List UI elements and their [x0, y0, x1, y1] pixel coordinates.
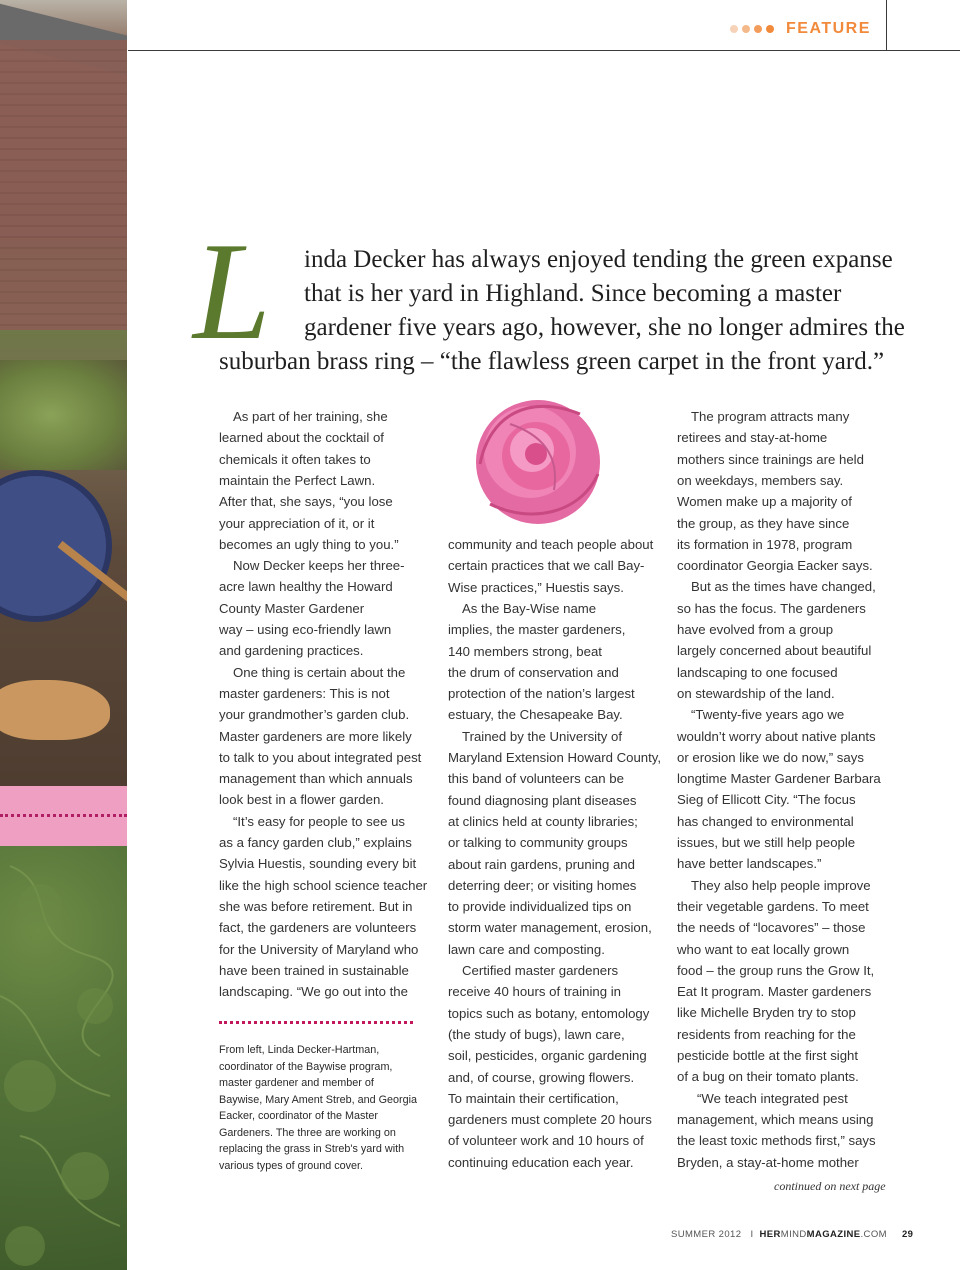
body-line: Now Decker keeps her three-	[233, 558, 405, 574]
body-line: (the study of bugs), lawn care,	[448, 1026, 625, 1042]
body-line: master gardeners: This is not	[219, 685, 390, 701]
body-line: their vegetable gardens. To meet	[677, 898, 869, 914]
body-line: Wise practices,” Huestis says.	[448, 579, 624, 595]
body-line: acre lawn healthy the Howard	[219, 579, 393, 595]
body-line: chemicals it often takes to	[219, 451, 371, 467]
body-line: or erosion like we do now,” says	[677, 749, 864, 765]
caption-line: replacing the grass in Streb's yard with	[219, 1143, 405, 1155]
body-line: deterring deer; or visiting homes	[448, 877, 637, 893]
body-line: and gardening practices.	[219, 643, 364, 659]
body-line: residents from reaching for the	[677, 1026, 856, 1042]
section-dot-icon	[754, 25, 762, 33]
body-line: its formation in 1978, program	[677, 536, 853, 552]
photo-glove	[0, 680, 110, 740]
body-line: “We teach integrated pest	[697, 1090, 848, 1106]
body-line: like the high school science teacher	[219, 877, 428, 893]
body-line: Eat It program. Master gardeners	[677, 984, 872, 1000]
body-line: for the University of Maryland who	[219, 941, 419, 957]
body-line: found diagnosing plant diseases	[448, 792, 637, 808]
body-line: management, which means using	[677, 1111, 874, 1127]
body-line: fact, the gardeners are volunteers	[219, 920, 417, 936]
body-line: Trained by the University of	[462, 728, 623, 744]
lead-line: that is her yard in Highland. Since becoming a master	[304, 280, 842, 307]
body-line: gardeners must complete 20 hours	[448, 1112, 652, 1128]
body-line: becomes an ugly thing to you.”	[219, 536, 399, 552]
body-line: food – the group runs the Grow It,	[677, 962, 875, 978]
body-line: and, of course, growing flowers.	[448, 1069, 635, 1085]
body-line: way – using eco-friendly lawn	[219, 622, 392, 637]
body-line: continuing education each year.	[448, 1154, 634, 1170]
body-line: One thing is certain about the	[233, 664, 406, 680]
caption-line: coordinator of the Baywise program,	[219, 1060, 393, 1073]
body-line: the drum of conservation and	[448, 664, 619, 680]
body-line: of a bug on their tomato plants.	[677, 1069, 859, 1085]
lead-line: inda Decker has always enjoyed tending the green expanse	[304, 246, 893, 273]
body-line: the group, as they have since	[677, 515, 850, 531]
body-line: “It’s easy for people to see us	[233, 813, 406, 829]
caption-line: various types of ground cover.	[219, 1159, 364, 1172]
body-line: To maintain their certification,	[448, 1090, 619, 1106]
body-line: have been trained in sustainable	[219, 962, 409, 978]
lead-line: gardener five years ago, however, she no longer admires the	[304, 314, 905, 341]
body-line: longtime Master Gardener Barbara	[677, 771, 881, 787]
footer-issue: SUMMER 2012	[671, 1229, 742, 1240]
body-line: has changed to environmental	[677, 813, 854, 829]
pink-dotted-rule	[0, 814, 127, 817]
body-line: so has the focus. The gardeners	[677, 600, 866, 616]
body-line: to talk to you about integrated pest	[219, 749, 422, 765]
continued-note: continued on next page	[774, 1179, 886, 1193]
body-line: about rain gardens, pruning and	[448, 856, 635, 872]
section-dot-icon	[730, 25, 738, 33]
body-line: estuary, the Chesapeake Bay.	[448, 707, 623, 723]
body-line: as a fancy garden club,” explains	[219, 835, 412, 850]
body-line: have better landscapes.”	[677, 856, 822, 872]
body-line: the needs of “locavores” – those	[677, 920, 866, 936]
body-line: As part of her training, she	[233, 409, 388, 424]
section-title: FEATURE	[786, 20, 871, 37]
header-rule	[128, 50, 960, 51]
footer-site-bold: MAGAZINE	[806, 1229, 861, 1240]
body-line: retirees and stay-at-home	[677, 430, 828, 446]
drop-cap: L	[193, 214, 271, 369]
body-line: mothers since trainings are held	[677, 451, 864, 467]
caption-line: From left, Linda Decker-Hartman,	[219, 1044, 380, 1056]
body-line: certain practices that we call Bay-	[448, 558, 645, 574]
green-vine-panel	[0, 846, 127, 1270]
caption-line: Eacker, coordinator of the Master	[219, 1110, 379, 1122]
caption-line: master gardener and member of	[219, 1077, 374, 1089]
body-line: Women make up a majority of	[677, 494, 852, 510]
photo-wheelbarrow	[0, 470, 112, 622]
body-line: look best in a flower garden.	[219, 792, 384, 808]
caption-line: Gardeners. The three are working on	[219, 1126, 396, 1139]
body-line: 140 members strong, beat	[448, 643, 602, 659]
body-line: largely concerned about beautiful	[677, 643, 872, 659]
footer-site-bold: HER	[759, 1229, 781, 1240]
garden-photo	[0, 0, 127, 786]
body-line: Sieg of Ellicott City. “The focus	[677, 792, 856, 808]
body-line: of volunteer work and 10 hours of	[448, 1133, 644, 1149]
footer-separator: I	[750, 1229, 754, 1240]
body-line: management than which annuals	[219, 771, 413, 787]
body-line: this band of volunteers can be	[448, 771, 624, 787]
body-line: the least toxic methods first,” says	[677, 1133, 876, 1149]
body-line: topics such as botany, entomology	[448, 1005, 650, 1021]
body-line: Sylvia Huestis, sounding every bit	[219, 856, 417, 872]
section-label	[730, 18, 871, 40]
body-line: wouldn’t worry about native plants	[677, 728, 876, 744]
section-dot-icon	[766, 25, 774, 33]
body-line: As the Bay-Wise name	[462, 600, 597, 616]
lead-line: suburban brass ring – “the flawless green carpet in the front yard.”	[219, 348, 885, 375]
body-line: receive 40 hours of training in	[448, 984, 622, 1000]
body-line: your appreciation of it, or it	[219, 515, 375, 531]
page-number: 29	[901, 1229, 914, 1240]
footer-site-tail: .COM	[860, 1229, 887, 1240]
body-line: They also help people improve	[691, 877, 871, 893]
vine-pattern	[0, 846, 127, 1270]
body-line: Master gardeners are more likely	[219, 728, 412, 744]
section-dot-icon	[742, 25, 750, 33]
rose-image	[470, 394, 606, 526]
footer-site-light: MIND	[780, 1229, 807, 1240]
body-line: protection of the nation’s largest	[448, 686, 635, 702]
body-line: After that, she says, “you lose	[219, 494, 393, 510]
body-line: Bryden, a stay-at-home mother	[677, 1154, 859, 1170]
body-line: The program attracts many	[691, 409, 850, 424]
body-line: soil, pesticides, organic gardening	[448, 1048, 647, 1064]
caption-line: Baywise, Mary Ament Streb, and Georgia	[219, 1093, 418, 1106]
body-line: landscaping to one focused	[677, 664, 838, 680]
body-line: who want to eat locally grown	[677, 941, 850, 957]
body-line: “Twenty-five years ago we	[691, 707, 845, 723]
body-line: pesticide bottle at the first sight	[677, 1048, 859, 1063]
body-line: she was before retirement. But in	[219, 898, 413, 914]
body-line: But as the times have changed,	[691, 579, 876, 595]
body-line: maintain the Perfect Lawn.	[219, 472, 376, 488]
photo-house	[0, 40, 127, 330]
body-line: implies, the master gardeners,	[448, 622, 626, 638]
body-line: like Michelle Bryden try to stop	[677, 1005, 856, 1021]
page-footer	[671, 1229, 913, 1240]
body-line: Maryland Extension Howard County,	[448, 750, 662, 765]
body-line: issues, but we still help people	[677, 835, 856, 850]
body-line: your grandmother’s garden club.	[219, 707, 410, 723]
body-line: coordinator Georgia Eacker says.	[677, 558, 873, 574]
body-line: landscaping. “We go out into the	[219, 984, 408, 1000]
body-line: community and teach people about	[448, 537, 654, 552]
caption-dotted-rule	[219, 1021, 413, 1024]
photo-lawn	[0, 360, 127, 470]
body-line: learned about the cocktail of	[219, 430, 384, 446]
body-line: have evolved from a group	[677, 622, 834, 637]
body-line: County Master Gardener	[219, 600, 365, 616]
body-line: Certified master gardeners	[462, 963, 619, 978]
body-line: or talking to community groups	[448, 835, 628, 851]
body-line: on weekdays, members say.	[677, 472, 844, 488]
body-line: lawn care and composting.	[448, 941, 605, 957]
header-vertical-rule	[886, 0, 887, 50]
body-line: to provide individualized tips on	[448, 899, 632, 915]
body-line: on stewardship of the land.	[677, 685, 835, 701]
body-line: storm water management, erosion,	[448, 920, 652, 936]
body-line: at clinics held at county libraries;	[448, 813, 638, 829]
photo-strip	[0, 0, 127, 1270]
